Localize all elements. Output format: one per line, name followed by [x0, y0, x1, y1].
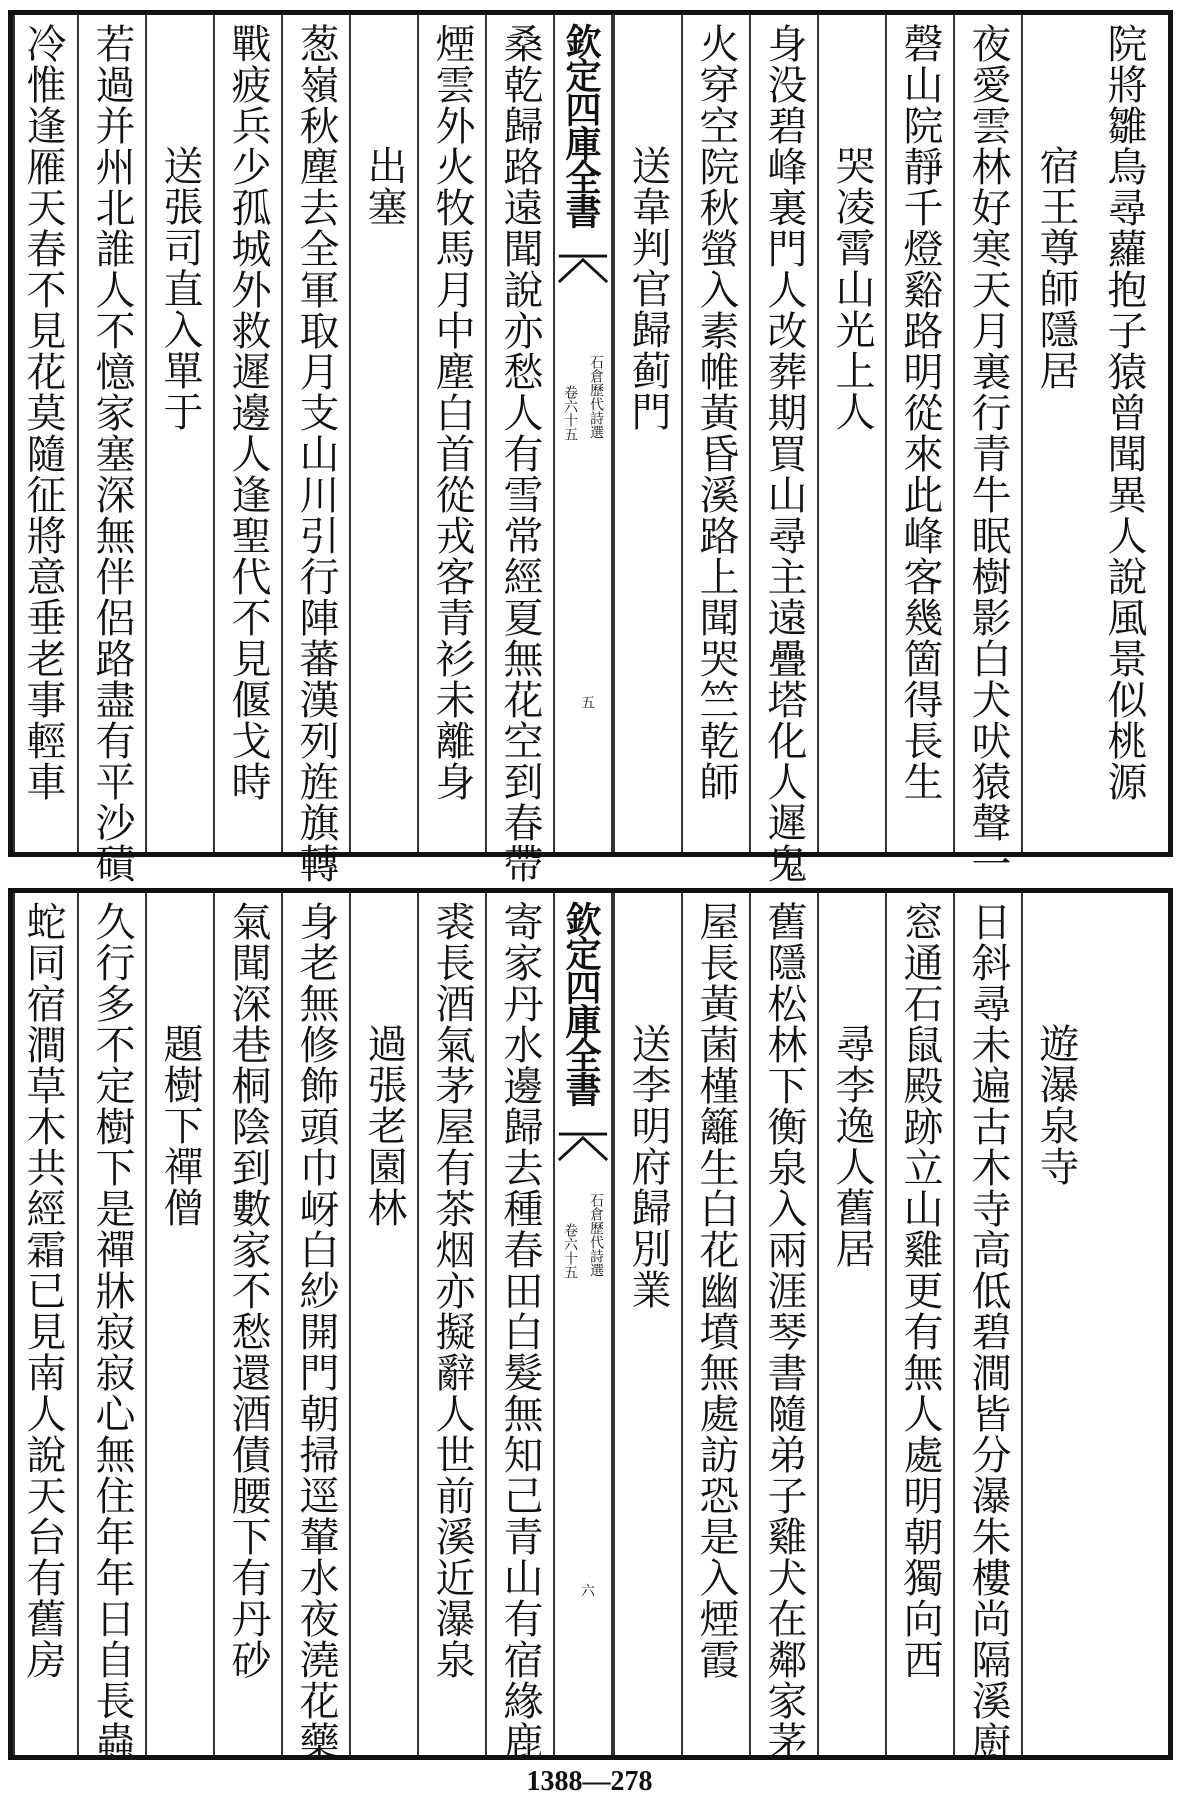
verse-line: 氣聞深巷桐陰到數家不愁還酒債腰下有丹砂	[225, 901, 271, 1680]
verse-line: 夜愛雲林好寒天月裏行青牛眠樹影白犬吠猿聲一	[965, 23, 1011, 884]
top-page-columns	[13, 15, 1168, 884]
verse-line: 身老無修飾頭巾岈白紗開門朝掃逕輦水夜澆花藥	[293, 901, 339, 1762]
poem-title: 送李明府歸別業	[625, 1023, 671, 1310]
text-column	[1021, 893, 1090, 1755]
text-column	[749, 15, 818, 884]
volume-number: 卷六十五	[562, 385, 578, 441]
verse-line: 蛇同宿澗草木共經霜已見南人說天台有舊房	[20, 901, 66, 1680]
volume-number: 卷六十五	[562, 1223, 578, 1279]
verse-line: 磬山院靜千燈谿路明從來此峰客幾箇得長生	[897, 23, 943, 802]
verse-line: 冷惟逢雁天春不見花莫隨征將意垂老事輕車	[20, 23, 66, 802]
bottom-page	[8, 888, 1173, 1760]
text-column	[749, 893, 818, 1762]
verse-line: 戰疲兵少孤城外救遲邊人逢聖代不見偃戈時	[225, 23, 271, 802]
text-column	[417, 15, 486, 852]
poem-title: 宿王尊師隱居	[1033, 145, 1079, 391]
text-column	[13, 893, 77, 1755]
text-column	[213, 15, 282, 852]
verse-line: 院將雛鳥尋蘿抱子猿曾聞異人說風景似桃源	[1101, 23, 1147, 802]
center-fold-band	[553, 15, 613, 852]
text-column	[349, 15, 418, 852]
verse-line: 舊隱松林下衡泉入兩涯琴書隨弟子雞犬在鄰家茅	[761, 901, 807, 1762]
leaf-number: 六	[579, 1583, 595, 1597]
text-column	[145, 893, 214, 1755]
poem-title: 出塞	[361, 145, 407, 227]
text-column	[817, 15, 886, 852]
verse-line: 葱嶺秋塵去全軍取月支山川引行陣蕃漢列旌旗轉	[293, 23, 339, 884]
verse-line: 日斜尋未遍古木寺高低碧澗皆分瀑朱樓尚隔溪廚	[965, 901, 1011, 1762]
book-title: 石倉歷代詩選	[588, 355, 604, 439]
text-column	[681, 893, 750, 1755]
verse-line: 煙雲外火牧馬月中塵白首從戎客青衫未離身	[429, 23, 475, 802]
text-column	[953, 893, 1022, 1762]
collection-title: 欽定四庫全書	[560, 23, 602, 227]
fish-tail-mark	[557, 1131, 609, 1165]
text-column	[485, 15, 554, 884]
verse-line: 桑乾歸路遠聞說亦愁人有雪常經夏無花空到春帶	[497, 23, 543, 884]
poem-title: 過張老園林	[361, 1023, 407, 1228]
verse-line: 窓通石鼠殿跡立山雞更有無人處明朝獨向西	[897, 901, 943, 1680]
text-column	[1089, 893, 1158, 1755]
verse-line: 屋長黃菌槿籬生白花幽墳無處訪恐是入煙霞	[693, 901, 739, 1680]
poem-title: 遊瀑泉寺	[1033, 1023, 1079, 1187]
text-column	[349, 893, 418, 1755]
bottom-page-columns	[13, 893, 1168, 1762]
text-column	[953, 15, 1022, 884]
verse-line: 火穿空院秋螢入素帷黃昏溪路上聞哭竺乾師	[693, 23, 739, 802]
text-column	[613, 893, 682, 1755]
text-column	[885, 893, 954, 1755]
text-column	[281, 15, 350, 884]
fish-tail-mark	[557, 253, 609, 287]
text-column	[817, 893, 886, 1755]
scan-page-number: 1388—278	[526, 1766, 653, 1797]
text-column	[681, 15, 750, 852]
text-column	[417, 893, 486, 1755]
poem-title: 題樹下禪僧	[157, 1023, 203, 1228]
collection-title: 欽定四庫全書	[560, 901, 602, 1105]
leaf-number: 五	[579, 695, 595, 709]
text-column	[1089, 15, 1158, 852]
verse-line: 身没碧峰裏門人改葬期買山尋主遠疊塔化人遲鬼	[761, 23, 807, 884]
verse-line: 久行多不定樹下是禪牀寂寂心無住年年日自長蟲	[89, 901, 135, 1762]
text-column	[13, 15, 77, 852]
verse-line: 寄家丹水邊歸去種春田白髮無知己青山有宿緣鹿	[497, 901, 543, 1762]
center-fold-band	[553, 893, 613, 1755]
text-column	[485, 893, 554, 1762]
text-column	[613, 15, 682, 852]
text-column	[77, 893, 146, 1762]
text-column	[145, 15, 214, 852]
poem-title: 哭凌霄山光上人	[829, 145, 875, 432]
text-column	[281, 893, 350, 1762]
text-column	[1021, 15, 1090, 852]
text-column	[885, 15, 954, 852]
text-column	[77, 15, 146, 884]
verse-line: 裘長酒氣茅屋有茶烟亦擬辭人世前溪近瀑泉	[429, 901, 475, 1680]
poem-title: 送韋判官歸蓟門	[625, 145, 671, 432]
book-title: 石倉歷代詩選	[588, 1193, 604, 1277]
verse-line: 若過并州北誰人不憶家塞深無伴侶路盡有平沙磧	[89, 23, 135, 884]
poem-title: 尋李逸人舊居	[829, 1023, 875, 1269]
poem-title: 送張司直入單于	[157, 145, 203, 432]
text-column	[213, 893, 282, 1755]
top-page	[8, 10, 1173, 884]
